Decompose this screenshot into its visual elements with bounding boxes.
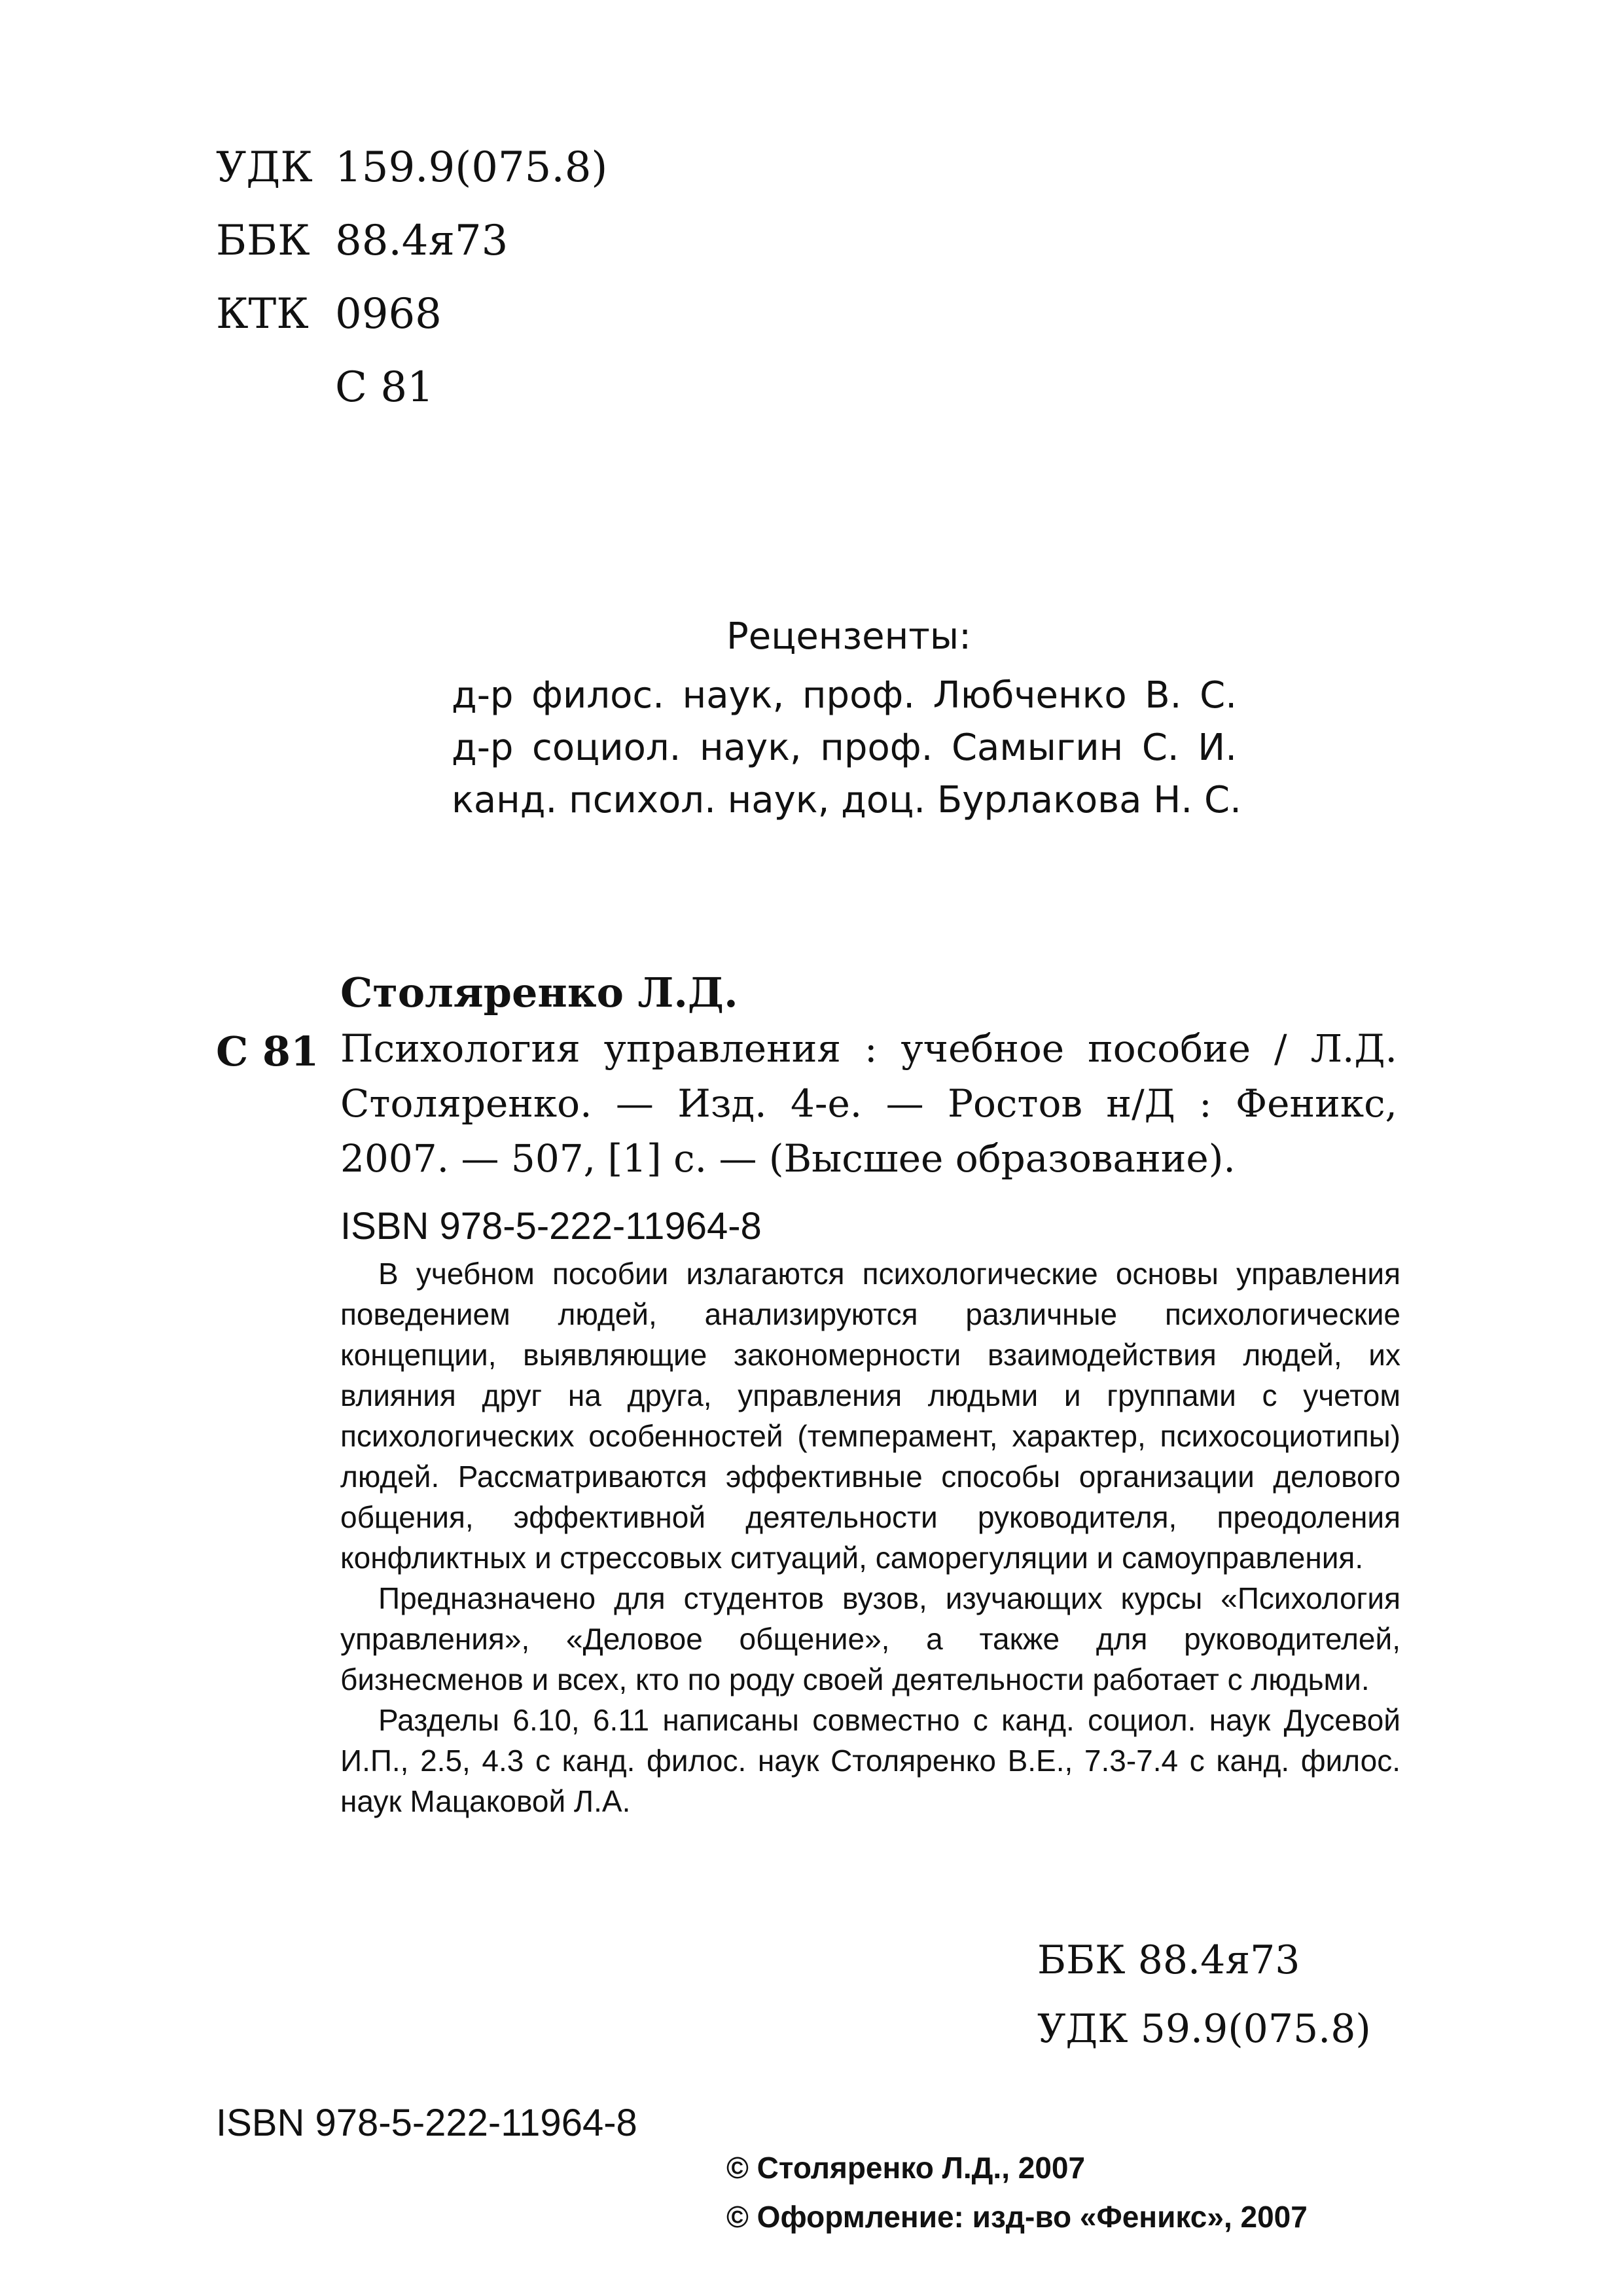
- record-code: С 81: [216, 1028, 319, 1075]
- abstract-paragraph: В учебном пособии излагаются психологические основы управления поведением людей, анализируются различные психологические концепции, выявляющие закономерности взаимодействия людей, их влияния друг на друга, управления людьми и группами с учетом психологических особенностей (темперамент, характер, психосоциотипы) людей. Рассматриваются эффективные способы организации делового общения, эффективной деятельности руководителя, преодоления конфликтных и стрессовых ситуаций, саморегуляции и самоуправления.: [340, 1257, 1400, 1575]
- record-description: Психология управления : учебное пособие / Л.Д. Столяренко. — Изд. 4-е. — Ростов н/Д : Феникс, 2007. — 507, [1] с. — (Высшее образование).: [340, 1026, 1397, 1181]
- classification-value: С 81: [335, 363, 434, 412]
- classification-value: 88.4я73: [335, 217, 508, 265]
- reviewers-title: Рецензенты:: [726, 615, 971, 658]
- classification-value: 159.9(075.8): [335, 143, 608, 192]
- abstract: [340, 1253, 1400, 1821]
- reviewer-line: д-р социол. наук, проф. Самыгин С. И.: [452, 726, 1237, 769]
- classification-row-code: [216, 351, 434, 424]
- classification-key: УДК: [216, 143, 313, 192]
- bottom-udk: УДК 59.9(075.8): [1037, 2006, 1371, 2052]
- bottom-bbk: ББК 88.4я73: [1037, 1937, 1300, 1983]
- record-isbn: ISBN 978-5-222-11964-8: [340, 1205, 762, 1247]
- classification-key: ББК: [216, 217, 310, 265]
- classification-value: 0968: [335, 290, 442, 338]
- copyright-line: © Оформление: изд-во «Феникс», 2007: [726, 2200, 1308, 2234]
- copyright-line: © Столяренко Л.Д., 2007: [726, 2151, 1086, 2185]
- classification-row-ktk: [216, 278, 442, 351]
- abstract-paragraph: Предназначено для студентов вузов, изучающих курсы «Психология управления», «Деловое общение», а также для руководителей, бизнесменов и всех, кто по роду своей деятельности работает с людьми.: [340, 1581, 1400, 1696]
- classification-row-bbk: [216, 204, 508, 278]
- classification-row-udk: [216, 131, 607, 204]
- abstract-paragraph: Разделы 6.10, 6.11 написаны совместно с канд. социол. наук Дусевой И.П., 2.5, 4.3 с канд. филос. наук Столяренко В.Е., 7.3-7.4 с канд. филос. наук Мацаковой Л.А.: [340, 1703, 1400, 1818]
- record-author: Столяренко Л.Д.: [340, 969, 738, 1016]
- bottom-isbn: ISBN 978-5-222-11964-8: [216, 2102, 637, 2144]
- reviewer-line: д-р филос. наук, проф. Любченко В. С.: [452, 674, 1237, 717]
- classification-key: КТК: [216, 290, 309, 338]
- reviewer-line: канд. психол. наук, доц. Бурлакова Н. С.: [452, 779, 1241, 821]
